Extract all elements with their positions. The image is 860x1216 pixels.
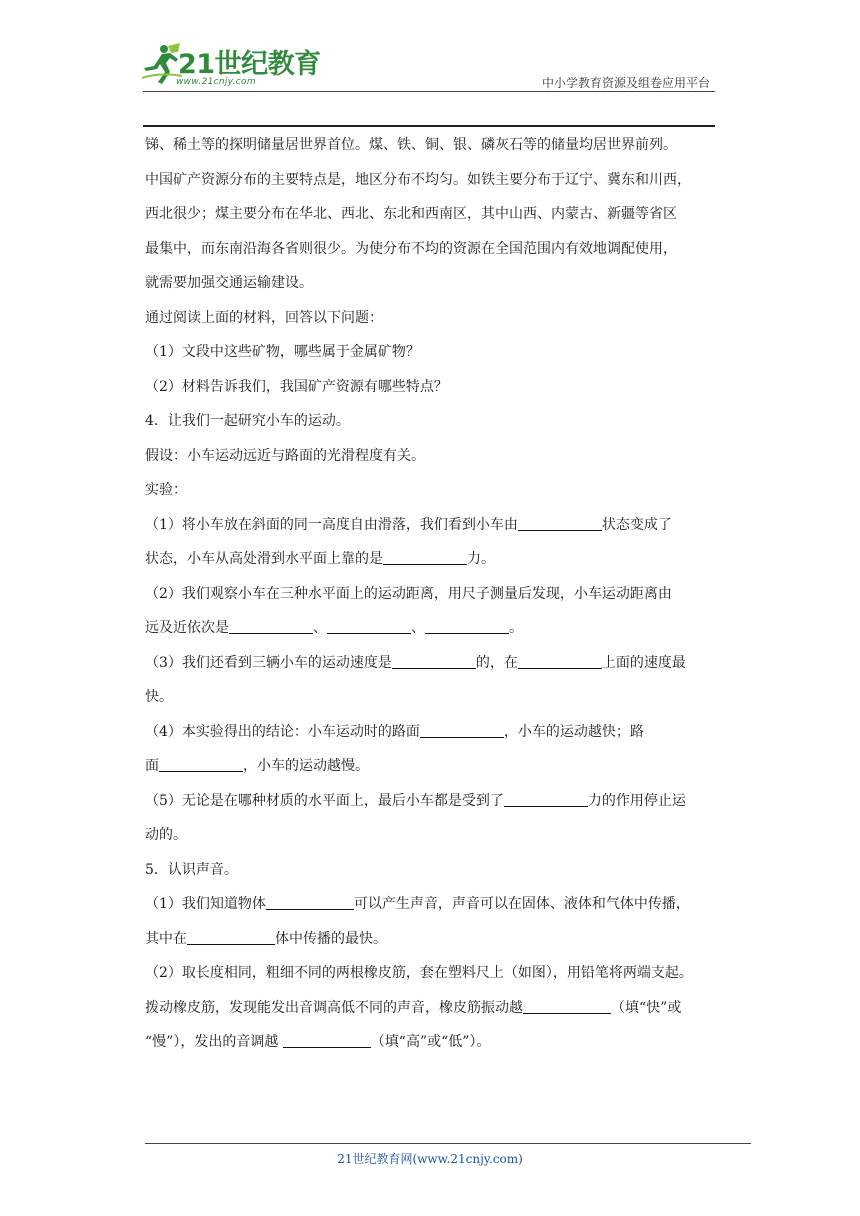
text-segment: ，小车的运动越快；路 [503,723,644,740]
text-line: 通过阅读上面的材料，回答以下问题： [145,309,383,326]
answer-blank[interactable] [229,617,313,634]
answer-blank[interactable] [187,928,275,945]
text-segment: 的，在 [475,654,518,671]
text-line: 就需要加强交通运输建设。 [145,275,313,291]
question-heading: 5．认识声音。 [145,861,238,878]
footer-divider [145,1143,751,1144]
text-segment: 可以产生声音，声音可以在固体、液体和气体中传播， [353,896,690,912]
text-line: 锑、稀土等的探明储量居世界首位。煤、铁、铜、银、磷灰石等的储量均居世界前列。 [145,137,677,153]
text-segment: 、 [313,620,327,636]
text-segment: 远及近依次是 [145,620,229,636]
question-heading: 4．让我们一起研究小车的运动。 [145,413,350,429]
header-platform-text: 中小学教育资源及组卷应用平台 [541,76,710,90]
text-line [145,749,720,784]
text-segment: 拨动橡皮筋，发现能发出音调高低不同的声音，橡皮筋振动越 [145,999,523,1016]
question-item: （2）我们观察小车在三种水平面上的运动距离，用尺子测量后发现，小车运动距离由 [145,585,672,602]
text-line [145,991,720,1026]
answer-blank[interactable] [283,1031,371,1048]
text-segment: （填“高”或“低”）。 [370,1034,491,1050]
question-item: （2）取长度相同，粗细不同的两根橡皮筋，套在塑料尺上（如图），用铅笔将两端支起。 [145,965,693,981]
text-line: 西北很少；煤主要分布在华北、西北、东北和西南区，其中山西、内蒙古、新疆等省区 [145,206,677,222]
question-item [145,646,720,681]
text-segment: 状态，小车从高处滑到水平面上靠的是 [145,551,383,567]
answer-blank[interactable] [420,721,504,738]
answer-blank[interactable] [159,755,243,772]
text-segment: 、 [411,620,425,636]
text-line [145,611,720,646]
text-segment: 面 [145,758,159,774]
text-line [145,1025,720,1060]
answer-blank[interactable] [392,652,476,669]
logo-text: 21世纪教育 [178,49,321,80]
text-line [145,922,720,957]
text-line: 快。 [145,689,173,705]
question-item: （2）材料告诉我们，我国矿产资源有哪些特点？ [145,378,448,395]
text-line: 假设：小车运动远近与路面的光滑程度有关。 [145,447,425,464]
logo-url: www.21cnjy.com [176,77,256,87]
answer-blank[interactable] [518,514,602,531]
text-segment: 其中在 [145,930,187,947]
answer-blank[interactable] [266,893,354,910]
answer-blank[interactable] [425,617,509,634]
answer-blank[interactable] [504,790,588,807]
answer-blank[interactable] [518,652,602,669]
text-segment: 。 [509,620,523,636]
text-segment: 上面的速度最 [601,654,686,671]
question-item [145,887,720,922]
text-segment: 力的作用停止运 [587,792,686,809]
document-body [145,128,720,1060]
text-segment: 状态变成了 [601,516,672,533]
text-line: 中国矿产资源分布的主要特点是，地区分布不均匀。如铁主要分布于辽宁、冀东和川西， [145,171,691,188]
text-segment: （1）我们知道物体 [145,896,266,912]
answer-blank[interactable] [327,617,411,634]
text-segment: （3）我们还看到三辆小车的运动速度是 [145,654,392,671]
site-logo [140,40,320,92]
text-segment: （4）本实验得出的结论：小车运动时的路面 [145,723,420,740]
page-footer: 21世纪教育网(www.21cnjy.com) [337,1152,523,1166]
page-header [0,0,860,130]
header-divider-thin [143,91,715,92]
text-line [145,542,720,577]
text-line: 动的。 [145,827,187,843]
text-segment: “慢”），发出的音调越 [145,1034,279,1050]
text-segment: （填“快”或 [611,999,682,1016]
answer-blank[interactable] [523,997,611,1014]
question-item [145,508,720,543]
header-divider-thick [143,125,715,127]
question-item: （1）文段中这些矿物，哪些属于金属矿物？ [145,344,420,360]
text-segment: （1）将小车放在斜面的同一高度自由滑落，我们看到小车由 [145,516,518,533]
text-segment: （5）无论是在哪种材质的水平面上，最后小车都是受到了 [145,792,504,809]
question-item [145,715,720,750]
answer-blank[interactable] [383,548,467,565]
text-segment: 体中传播的最快。 [275,930,387,947]
question-item [145,784,720,819]
text-segment: ，小车的运动越慢。 [243,758,369,774]
text-line: 实验： [145,482,187,498]
text-segment: 力。 [467,551,495,567]
text-line: 最集中，而东南沿海各省则很少。为使分布不均的资源在全国范围内有效地调配使用， [145,240,677,257]
